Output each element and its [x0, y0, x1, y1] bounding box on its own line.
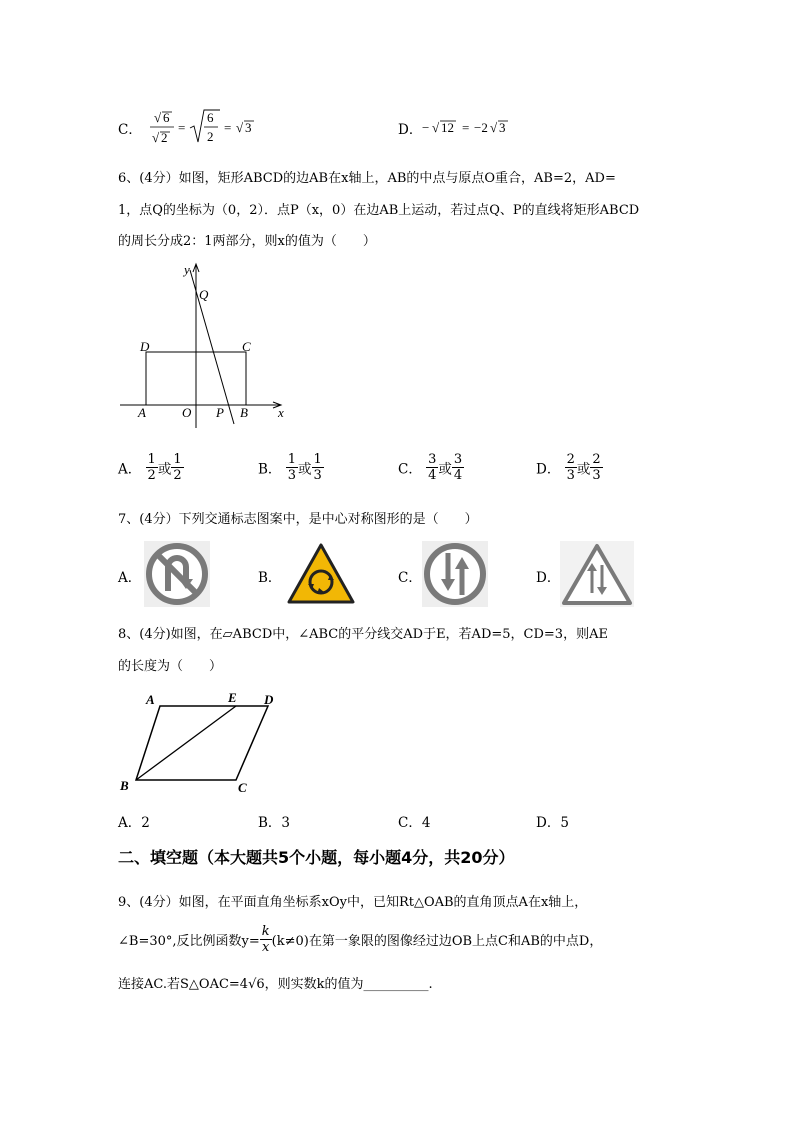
- svg-text:3: 3: [245, 120, 252, 135]
- option-label: B．: [258, 461, 282, 478]
- q6-stem-line1: 6、(4分）如图，矩形ABCD的边AB在x轴上，AB的中点与原点O重合，AB=2，AD=: [118, 171, 616, 186]
- q6-figure: [118, 260, 298, 440]
- q5-option-c: [118, 108, 378, 148]
- q8-option-a: A．2: [118, 815, 150, 831]
- fraction: $\frac{2}{3}$: [566, 452, 575, 483]
- q8-figure: [116, 688, 286, 803]
- option-label: D．: [536, 461, 561, 478]
- fraction: $\frac{1}{2}$: [173, 452, 182, 483]
- q6-stem-line3: 的周长分成2：1两部分，则x的值为（ ）: [118, 234, 376, 249]
- two-way-traffic-sign-icon: [422, 541, 488, 607]
- q7-option-b-label: B．: [258, 570, 282, 586]
- q8-options: [118, 811, 598, 831]
- or-word: 或: [298, 461, 312, 478]
- or-word: 或: [157, 461, 172, 478]
- fraction: $\frac{3}{4}$: [453, 452, 463, 483]
- svg-text:√: √: [432, 120, 440, 135]
- line-qp: [190, 270, 234, 424]
- q9-stem-line2: ∠B=30°,反比例函数y= $\frac{k}{x}$ (k≠0)在第一象限的图像经过边OB上点C和AB的中点D，: [118, 924, 603, 955]
- option-label: A．: [118, 461, 142, 478]
- q6-option-b: [258, 452, 324, 483]
- q8-stem-line2: 的长度为（ ）: [118, 659, 223, 674]
- option-label: C．: [398, 461, 422, 478]
- svg-text:=: =: [178, 120, 186, 135]
- fraction: $\frac{1}{3}$: [313, 452, 322, 483]
- label-p: P: [216, 405, 224, 420]
- label-d: D: [264, 692, 274, 707]
- label-c: C: [242, 339, 251, 354]
- q9-stem-line1: 9、(4分）如图，在平面直角坐标系xOy中，已知Rt△OAB的直角顶点A在x轴上，: [118, 895, 588, 910]
- q6-stem-line2: 1，点Q的坐标为（0，2）．点P（x，0）在边AB上运动，若过点Q、P的直线将矩形ABCD: [118, 203, 640, 218]
- label-e: E: [228, 690, 237, 705]
- label-b: B: [240, 405, 248, 420]
- svg-text:√: √: [154, 110, 162, 125]
- option-label: D．: [398, 122, 423, 138]
- svg-text:−: −: [422, 120, 430, 135]
- label-x: x: [278, 405, 284, 420]
- q6-option-d: [536, 452, 603, 483]
- svg-text:√: √: [152, 130, 160, 145]
- q7-stem: 7、(4分）下列交通标志图案中，是中心对称图形的是（ ）: [118, 512, 478, 527]
- svg-text:√: √: [490, 120, 498, 135]
- q8-stem-line1: 8、(4分)如图，在▱ABCD中，∠ABC的平分线交AD于E，若AD=5，CD=3，则AE: [118, 627, 608, 642]
- q6-options: [118, 452, 638, 492]
- q6-option-c: [398, 452, 464, 483]
- q7-option-a-label: A．: [118, 570, 142, 586]
- section-title: 二、填空题（本大题共5个小题，每小题4分，共20分）: [118, 848, 515, 867]
- q7-option-c-label: C．: [398, 570, 422, 586]
- label-a: A: [146, 692, 155, 707]
- svg-text:3: 3: [499, 120, 506, 135]
- svg-text:−2: −2: [474, 120, 488, 135]
- no-u-turn-sign-icon: [144, 541, 210, 607]
- label-c: C: [238, 780, 247, 795]
- q8-option-c: C．4: [398, 815, 431, 831]
- fraction: $\frac{2}{3}$: [592, 452, 601, 483]
- label-a: A: [138, 405, 146, 420]
- fraction: $\frac{1}{3}$: [287, 452, 296, 483]
- two-way-warning-sign-icon: [560, 541, 634, 607]
- or-word: 或: [576, 461, 591, 478]
- label-y: y: [184, 262, 190, 277]
- label-o: O: [182, 405, 192, 420]
- svg-text:2: 2: [161, 130, 168, 145]
- svg-text:12: 12: [441, 120, 454, 135]
- fraction: $\frac{3}{4}$: [428, 452, 437, 483]
- svg-text:=: =: [224, 120, 232, 135]
- q8-option-b: B．3: [258, 815, 291, 831]
- q6-option-a: [118, 452, 184, 483]
- svg-text:√: √: [236, 120, 244, 135]
- label-b: B: [120, 778, 129, 793]
- parallelogram-abcd: [136, 706, 268, 780]
- or-word: 或: [438, 461, 452, 478]
- fraction: $\frac{k}{x}$: [261, 924, 270, 955]
- svg-text:6: 6: [163, 110, 170, 125]
- bisector-be: [136, 706, 236, 780]
- label-q: Q: [199, 287, 209, 302]
- label-d: D: [140, 339, 150, 354]
- q9-stem-line3: 连接AC.若S△OAC=4√6，则实数k的值为__________.: [118, 977, 433, 992]
- q7-option-d-label: D．: [536, 570, 561, 586]
- q5-d-expression: [420, 108, 550, 148]
- option-label: C．: [118, 122, 142, 138]
- q8-option-d: D．5: [536, 815, 569, 831]
- svg-text:2: 2: [207, 129, 214, 144]
- roundabout-warning-sign-icon: [286, 542, 356, 606]
- svg-text:=: =: [462, 120, 470, 135]
- fraction: $\frac{1}{2}$: [147, 452, 156, 483]
- q5-option-d: [398, 108, 558, 148]
- svg-text:6: 6: [207, 110, 214, 125]
- q5-c-expression: [144, 108, 364, 148]
